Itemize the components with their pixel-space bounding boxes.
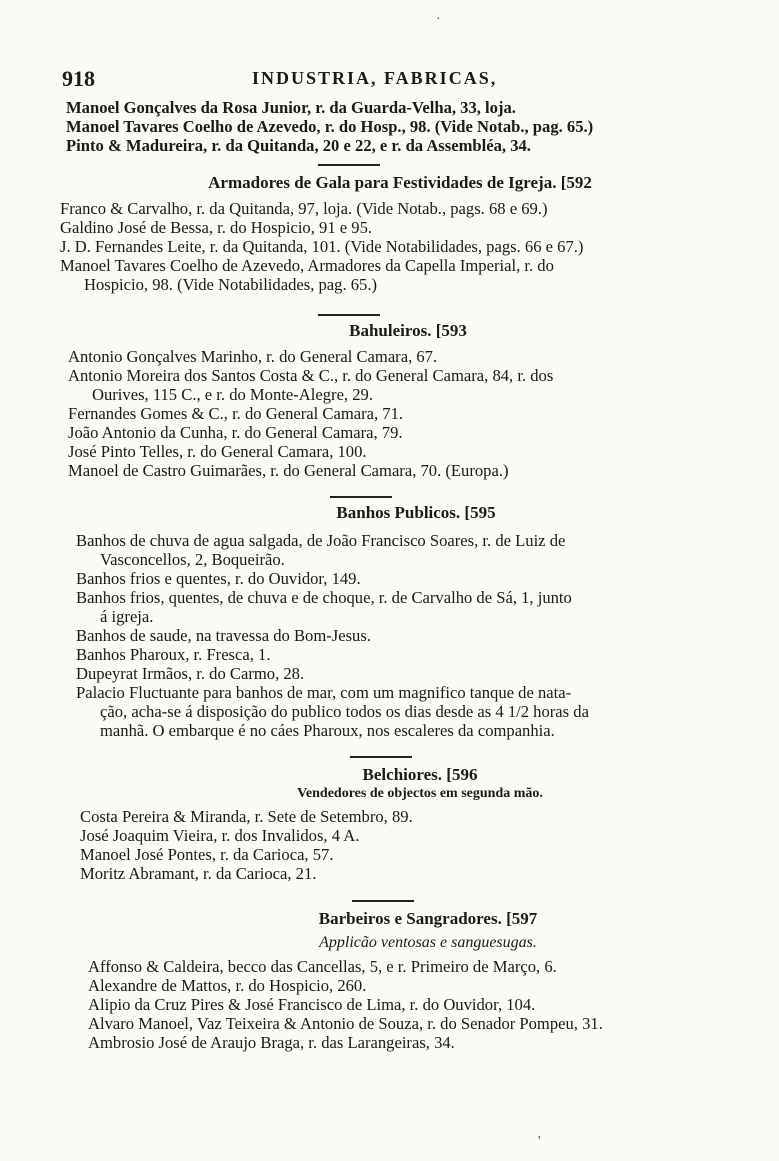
running-title: INDUSTRIA, FABRICAS, <box>252 68 498 88</box>
section-barbeiros <box>88 908 768 1052</box>
section-number: [592 <box>560 173 592 192</box>
running-header <box>62 66 742 94</box>
section-banhos <box>76 502 756 740</box>
section-heading <box>68 320 748 341</box>
list-item: João Antonio da Cunha, r. do General Camara, 79. <box>68 423 403 442</box>
list-item: Manoel José Pontes, r. da Carioca, 57. <box>80 845 334 864</box>
section-divider <box>330 496 392 498</box>
section-divider <box>318 314 380 316</box>
list-item: Manoel Gonçalves da Rosa Junior, r. da Guarda-Velha, 33, loja. <box>66 98 516 117</box>
list-item-continuation: Ourives, 115 C., e r. do Monte-Alegre, 29. <box>92 385 373 404</box>
section-number: [593 <box>435 321 467 340</box>
list-item: Franco & Carvalho, r. da Quitanda, 97, loja. (Vide Notab., pags. 68 e 69.) <box>60 199 548 218</box>
intro-entries <box>66 98 746 155</box>
section-armadores <box>60 172 740 294</box>
list-item: Banhos de saude, na travessa do Bom-Jesus. <box>76 626 371 645</box>
list-item: Alipio da Cruz Pires & José Francisco de Lima, r. do Ouvidor, 104. <box>88 995 536 1014</box>
list-item: Alvaro Manoel, Vaz Teixeira & Antonio de Souza, r. do Senador Pompeu, 31. <box>88 1014 603 1033</box>
section-heading <box>76 502 756 523</box>
list-item-continuation: Vasconcellos, 2, Boqueirão. <box>100 550 285 569</box>
list-item: Manoel Tavares Coelho de Azevedo, r. do Hosp., 98. (Vide Notab., pag. 65.) <box>66 117 594 136</box>
list-item: Galdino José de Bessa, r. do Hospicio, 91 e 95. <box>60 218 373 237</box>
section-title: Banhos Publicos. <box>336 503 461 522</box>
list-item: Affonso & Caldeira, becco das Cancellas, 5, e r. Primeiro de Março, 6. <box>88 957 557 976</box>
print-speck: · <box>436 12 441 27</box>
section-belchiores <box>80 764 760 883</box>
list-item: Antonio Moreira dos Santos Costa & C., r. do General Camara, 84, r. dos <box>68 366 554 385</box>
list-item: Manoel de Castro Guimarães, r. do General Camara, 70. (Europa.) <box>68 461 509 480</box>
section-subtitle: Applicão ventosas e sanguesugas. <box>319 934 537 951</box>
list-item: Manoel Tavares Coelho de Azevedo, Armadores da Capella Imperial, r. do <box>60 256 554 275</box>
section-number: [597 <box>506 909 538 928</box>
list-item-continuation: á igreja. <box>100 607 154 626</box>
section-title: Armadores de Gala para Festividades de Igreja. <box>208 173 557 192</box>
section-number: [596 <box>446 765 478 784</box>
page-number: 918 <box>62 66 95 91</box>
section-divider <box>352 900 414 902</box>
list-item: José Joaquim Vieira, r. dos Invalidos, 4 A. <box>80 826 360 845</box>
section-divider <box>350 756 412 758</box>
section-title: Barbeiros e Sangradores. <box>318 909 502 928</box>
list-item: José Pinto Telles, r. do General Camara, 100. <box>68 442 367 461</box>
list-item: Fernandes Gomes & C., r. do General Camara, 71. <box>68 404 404 423</box>
print-speck: ' <box>538 1134 541 1149</box>
list-item: Banhos frios e quentes, r. do Ouvidor, 149. <box>76 569 361 588</box>
list-item: Palacio Fluctuante para banhos de mar, com um magnifico tanque de nata- <box>76 683 572 702</box>
section-heading <box>80 764 760 785</box>
section-heading <box>60 172 740 193</box>
list-item: Antonio Gonçalves Marinho, r. do General Camara, 67. <box>68 347 438 366</box>
list-item: Alexandre de Mattos, r. do Hospicio, 260. <box>88 976 367 995</box>
list-item-continuation: Hospicio, 98. (Vide Notabilidades, pag. 65.) <box>84 275 378 294</box>
section-divider <box>318 164 380 166</box>
section-heading <box>88 908 768 929</box>
section-subtitle: Vendedores de objectos em segunda mão. <box>297 786 543 801</box>
list-item: Banhos Pharoux, r. Fresca, 1. <box>76 645 271 664</box>
list-item: Ambrosio José de Araujo Braga, r. das Larangeiras, 34. <box>88 1033 455 1052</box>
section-title: Belchiores. <box>362 765 443 784</box>
list-item: Costa Pereira & Miranda, r. Sete de Setembro, 89. <box>80 807 413 826</box>
section-title: Bahuleiros. <box>349 321 432 340</box>
list-item: Banhos de chuva de agua salgada, de João Francisco Soares, r. de Luiz de <box>76 531 566 550</box>
section-number: [595 <box>464 503 496 522</box>
list-item: Dupeyrat Irmãos, r. do Carmo, 28. <box>76 664 305 683</box>
list-item-continuation: manhã. O embarque é no cáes Pharoux, nos escaleres da companhia. <box>100 721 555 740</box>
section-bahuleiros <box>68 320 748 480</box>
list-item: Pinto & Madureira, r. da Quitanda, 20 e 22, e r. da Assembléa, 34. <box>66 136 531 155</box>
list-item-continuation: ção, acha-se á disposição do publico todos os dias desde as 4 1/2 horas da <box>100 702 589 721</box>
list-item: Moritz Abramant, r. da Carioca, 21. <box>80 864 317 883</box>
list-item: J. D. Fernandes Leite, r. da Quitanda, 101. (Vide Notabilidades, pags. 66 e 67.) <box>60 237 584 256</box>
list-item: Banhos frios, quentes, de chuva e de choque, r. de Carvalho de Sá, 1, junto <box>76 588 572 607</box>
